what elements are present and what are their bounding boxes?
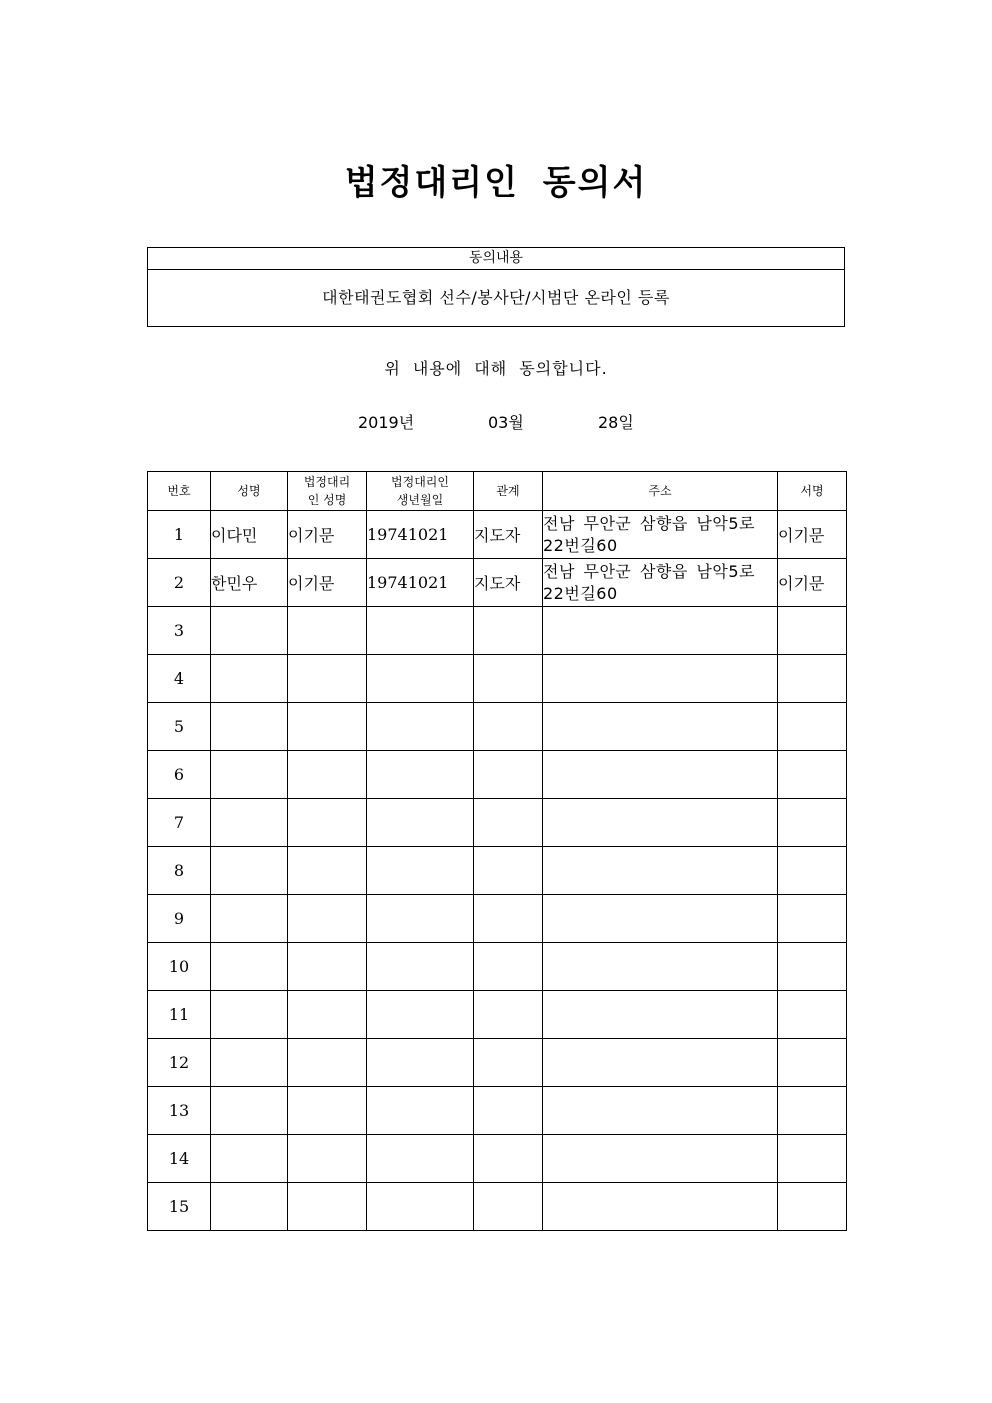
cell-relation [474,1087,543,1135]
cell-relation [474,655,543,703]
cell-no: 3 [148,607,211,655]
cell-name: 한민우 [211,559,288,607]
table-row [148,703,847,751]
table-header-row [148,472,847,511]
cell-name [211,1087,288,1135]
cell-no: 4 [148,655,211,703]
cell-name [211,703,288,751]
table-row [148,895,847,943]
cell-no: 9 [148,895,211,943]
cell-name: 이다민 [211,511,288,559]
cell-no: 5 [148,703,211,751]
cell-guardian [288,751,367,799]
cell-address [543,991,778,1039]
cell-signature: 이기문 [778,511,847,559]
table-row [148,1039,847,1087]
cell-guardian [288,991,367,1039]
cell-birth [367,991,474,1039]
cell-guardian [288,655,367,703]
cell-address [543,943,778,991]
header-guardian-name-line2: 인 성명 [307,493,347,507]
cell-address [543,1087,778,1135]
cell-birth [367,847,474,895]
cell-relation [474,1183,543,1231]
date-day: 28일 [598,413,634,432]
guardian-table [147,471,847,1231]
cell-name [211,1183,288,1231]
table-row [148,847,847,895]
cell-birth: 19741021 [367,559,474,607]
cell-no: 1 [148,511,211,559]
cell-signature [778,607,847,655]
cell-relation [474,703,543,751]
consent-content: 대한태권도협회 선수/봉사단/시범단 온라인 등록 [322,288,670,307]
cell-birth [367,751,474,799]
table-row [148,607,847,655]
cell-guardian [288,703,367,751]
cell-address [543,1039,778,1087]
header-guardian-birth-line1: 법정대리인 [391,475,449,489]
cell-birth [367,607,474,655]
cell-guardian [288,1087,367,1135]
cell-address [543,607,778,655]
cell-guardian [288,607,367,655]
cell-name [211,1135,288,1183]
cell-birth [367,943,474,991]
cell-relation [474,847,543,895]
cell-signature [778,751,847,799]
date-month: 03월 [488,413,524,432]
cell-birth [367,1135,474,1183]
table-row [148,1183,847,1231]
table-row [148,655,847,703]
cell-birth [367,655,474,703]
cell-relation [474,799,543,847]
cell-birth [367,1183,474,1231]
cell-birth [367,1039,474,1087]
cell-relation [474,943,543,991]
cell-no: 15 [148,1183,211,1231]
table-row [148,799,847,847]
header-address: 주소 [543,472,778,511]
cell-signature [778,1087,847,1135]
header-relation: 관계 [474,472,543,511]
cell-name [211,799,288,847]
cell-signature [778,703,847,751]
header-no: 번호 [148,472,211,511]
cell-address [543,895,778,943]
cell-name [211,847,288,895]
cell-no: 2 [148,559,211,607]
cell-guardian [288,1135,367,1183]
cell-signature [778,943,847,991]
header-guardian-name-line1: 법정대리 [303,475,351,489]
cell-guardian [288,847,367,895]
header-guardian-name [288,472,367,511]
table-body [148,511,847,1231]
cell-birth [367,895,474,943]
cell-signature [778,655,847,703]
cell-guardian [288,1183,367,1231]
cell-address [543,1183,778,1231]
cell-birth [367,703,474,751]
cell-address: 전남 무안군 삼향읍 남악5로 22번길60 [543,511,778,559]
cell-address [543,751,778,799]
cell-name [211,1039,288,1087]
cell-relation: 지도자 [474,511,543,559]
header-guardian-birth [367,472,474,511]
date-year: 2019년 [358,413,415,432]
cell-name [211,655,288,703]
header-guardian-birth-line2: 생년월일 [396,493,444,507]
cell-address: 전남 무안군 삼향읍 남악5로 22번길60 [543,559,778,607]
cell-no: 10 [148,943,211,991]
table-row [148,511,847,559]
cell-relation: 지도자 [474,559,543,607]
cell-signature: 이기문 [778,559,847,607]
cell-no: 6 [148,751,211,799]
cell-signature [778,895,847,943]
cell-no: 13 [148,1087,211,1135]
table-row [148,991,847,1039]
cell-guardian [288,943,367,991]
cell-no: 12 [148,1039,211,1087]
table-row [148,1087,847,1135]
cell-signature [778,847,847,895]
cell-relation [474,1135,543,1183]
cell-signature [778,991,847,1039]
cell-guardian [288,799,367,847]
header-name: 성명 [211,472,288,511]
cell-guardian: 이기문 [288,511,367,559]
consent-box [147,247,845,327]
cell-no: 11 [148,991,211,1039]
cell-address [543,655,778,703]
table-row [148,943,847,991]
cell-birth [367,799,474,847]
cell-signature [778,1135,847,1183]
cell-name [211,607,288,655]
cell-address [543,1135,778,1183]
cell-no: 14 [148,1135,211,1183]
cell-name [211,895,288,943]
cell-signature [778,1039,847,1087]
cell-relation [474,607,543,655]
cell-birth [367,1087,474,1135]
cell-relation [474,895,543,943]
table-row [148,1135,847,1183]
cell-no: 7 [148,799,211,847]
cell-signature [778,799,847,847]
cell-relation [474,991,543,1039]
cell-no: 8 [148,847,211,895]
header-signature: 서명 [778,472,847,511]
cell-birth: 19741021 [367,511,474,559]
cell-relation [474,751,543,799]
consent-header: 동의내용 [148,248,844,270]
cell-guardian [288,895,367,943]
cell-guardian: 이기문 [288,559,367,607]
cell-address [543,799,778,847]
cell-name [211,991,288,1039]
cell-signature [778,1183,847,1231]
table-row [148,559,847,607]
document-title: 법정대리인 동의서 [344,163,648,203]
table-row [148,751,847,799]
cell-relation [474,1039,543,1087]
cell-guardian [288,1039,367,1087]
cell-name [211,943,288,991]
cell-address [543,847,778,895]
agree-statement: 위 내용에 대해 동의합니다. [384,359,608,378]
cell-name [211,751,288,799]
cell-address [543,703,778,751]
